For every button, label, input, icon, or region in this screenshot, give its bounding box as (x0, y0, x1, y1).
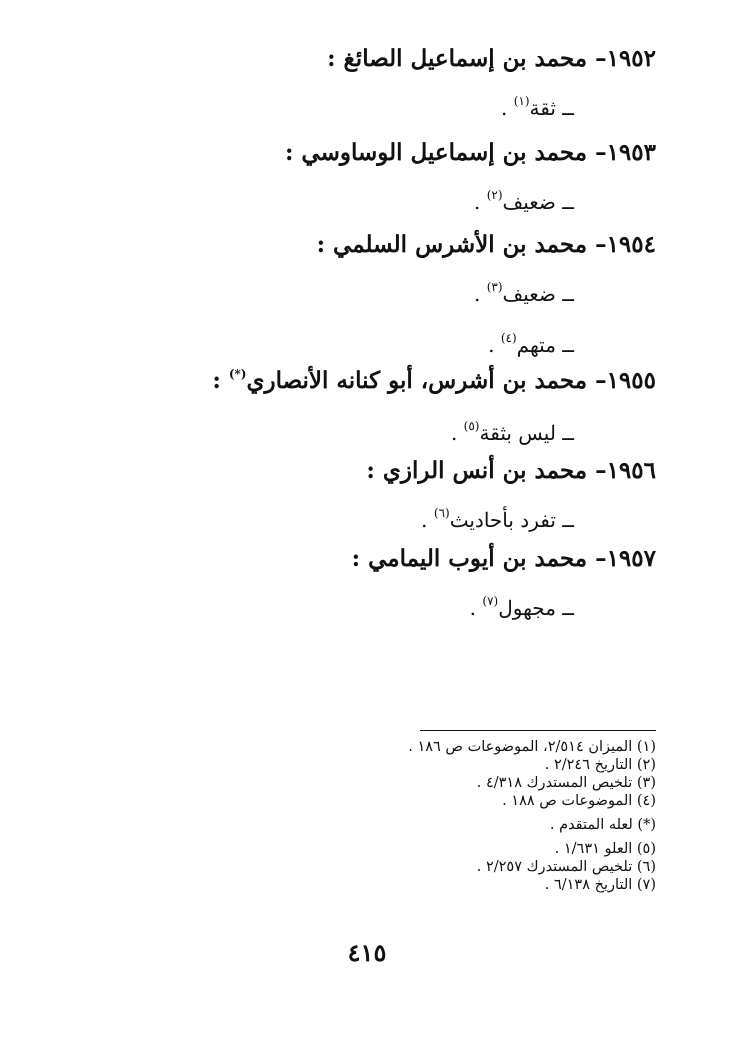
grade-dash: ــ (562, 508, 574, 532)
narrator-entry (96, 366, 656, 450)
entry-grade (96, 280, 574, 311)
footnote-ref: (٣) (486, 280, 503, 294)
grade-dash: ــ (562, 421, 574, 445)
grade-end: . (474, 282, 487, 306)
entry-heading: ١٩٥٤– محمد بن الأشرس السلمي : (316, 231, 656, 258)
footnote: (٤) الموضوعات ص ١٨٨ . (502, 793, 656, 809)
grade-dash: ــ (562, 596, 574, 620)
grade-text: تفرد بأحاديث (449, 508, 556, 532)
footnote: (٧) التاريخ ٦/١٣٨ . (544, 877, 656, 893)
entry-grade (96, 506, 574, 537)
footnote-separator (420, 730, 656, 731)
grade-text: مجهول (498, 596, 556, 620)
footnote: (٢) التاريخ ٢/٢٤٦ . (544, 757, 656, 773)
grade-end: . (421, 508, 434, 532)
footnote-ref: (٧) (482, 594, 499, 608)
heading-end: : (212, 367, 229, 394)
page-number: ٤١٥ (347, 938, 387, 967)
grade-end: . (469, 596, 483, 620)
footnote: (١) الميزان ٢/٥١٤، الموضوعات ص ١٨٦ . (408, 739, 656, 755)
entry-heading-text: ١٩٥٥– محمد بن أشرس، أبو كنانه الأنصاري (246, 367, 656, 394)
footnotes (356, 738, 656, 894)
footnote: (*) لعله المتقدم . (549, 817, 656, 833)
grade-dash: ــ (562, 282, 574, 306)
footnote-ref: (٥) (463, 419, 480, 433)
grade-end: . (500, 96, 514, 120)
footnote: (٣) تلخيص المستدرك ٤/٣١٨ . (476, 775, 656, 791)
narrator-entry (96, 544, 656, 625)
footnote-ref: (*) (228, 367, 247, 381)
entry-heading: ١٩٥٧– محمد بن أيوب اليمامي : (351, 545, 656, 572)
footnote-ref: (٢) (486, 188, 503, 202)
footnote: (٥) العلو ١/٦٣١ . (554, 841, 656, 857)
grade-text: ليس بثقة (479, 421, 556, 445)
entry-grade (96, 331, 574, 362)
entry-grade (96, 188, 574, 219)
entry-heading: ١٩٥٦– محمد بن أنس الرازي : (366, 457, 656, 484)
grade-text: ثقة (529, 96, 556, 120)
footnote-ref: (٦) (433, 506, 450, 520)
entry-heading: ١٩٥٣– محمد بن إسماعيل الوساوسي : (284, 139, 656, 166)
footnote-ref: (١) (513, 94, 530, 108)
narrator-entry (96, 456, 656, 537)
grade-dash: ــ (562, 333, 574, 357)
entry-grade (96, 419, 574, 450)
grade-end: . (488, 333, 501, 357)
footnote-ref: (٤) (500, 331, 517, 345)
grade-text: ضعيف (502, 282, 556, 306)
entry-grade (96, 94, 574, 125)
grade-end: . (450, 421, 464, 445)
narrator-entry (96, 44, 656, 125)
narrator-entry (96, 138, 656, 219)
entry-heading (96, 366, 656, 399)
footnote: (٦) تلخيص المستدرك ٢/٢٥٧ . (476, 859, 656, 875)
grade-dash: ــ (562, 190, 574, 214)
grade-text: متهم (516, 333, 556, 357)
narrator-entry (96, 230, 656, 362)
grade-end: . (474, 190, 487, 214)
entry-heading: ١٩٥٢– محمد بن إسماعيل الصائغ : (327, 45, 656, 72)
grade-dash: ــ (562, 96, 574, 120)
grade-text: ضعيف (502, 190, 556, 214)
entry-grade (96, 594, 574, 625)
